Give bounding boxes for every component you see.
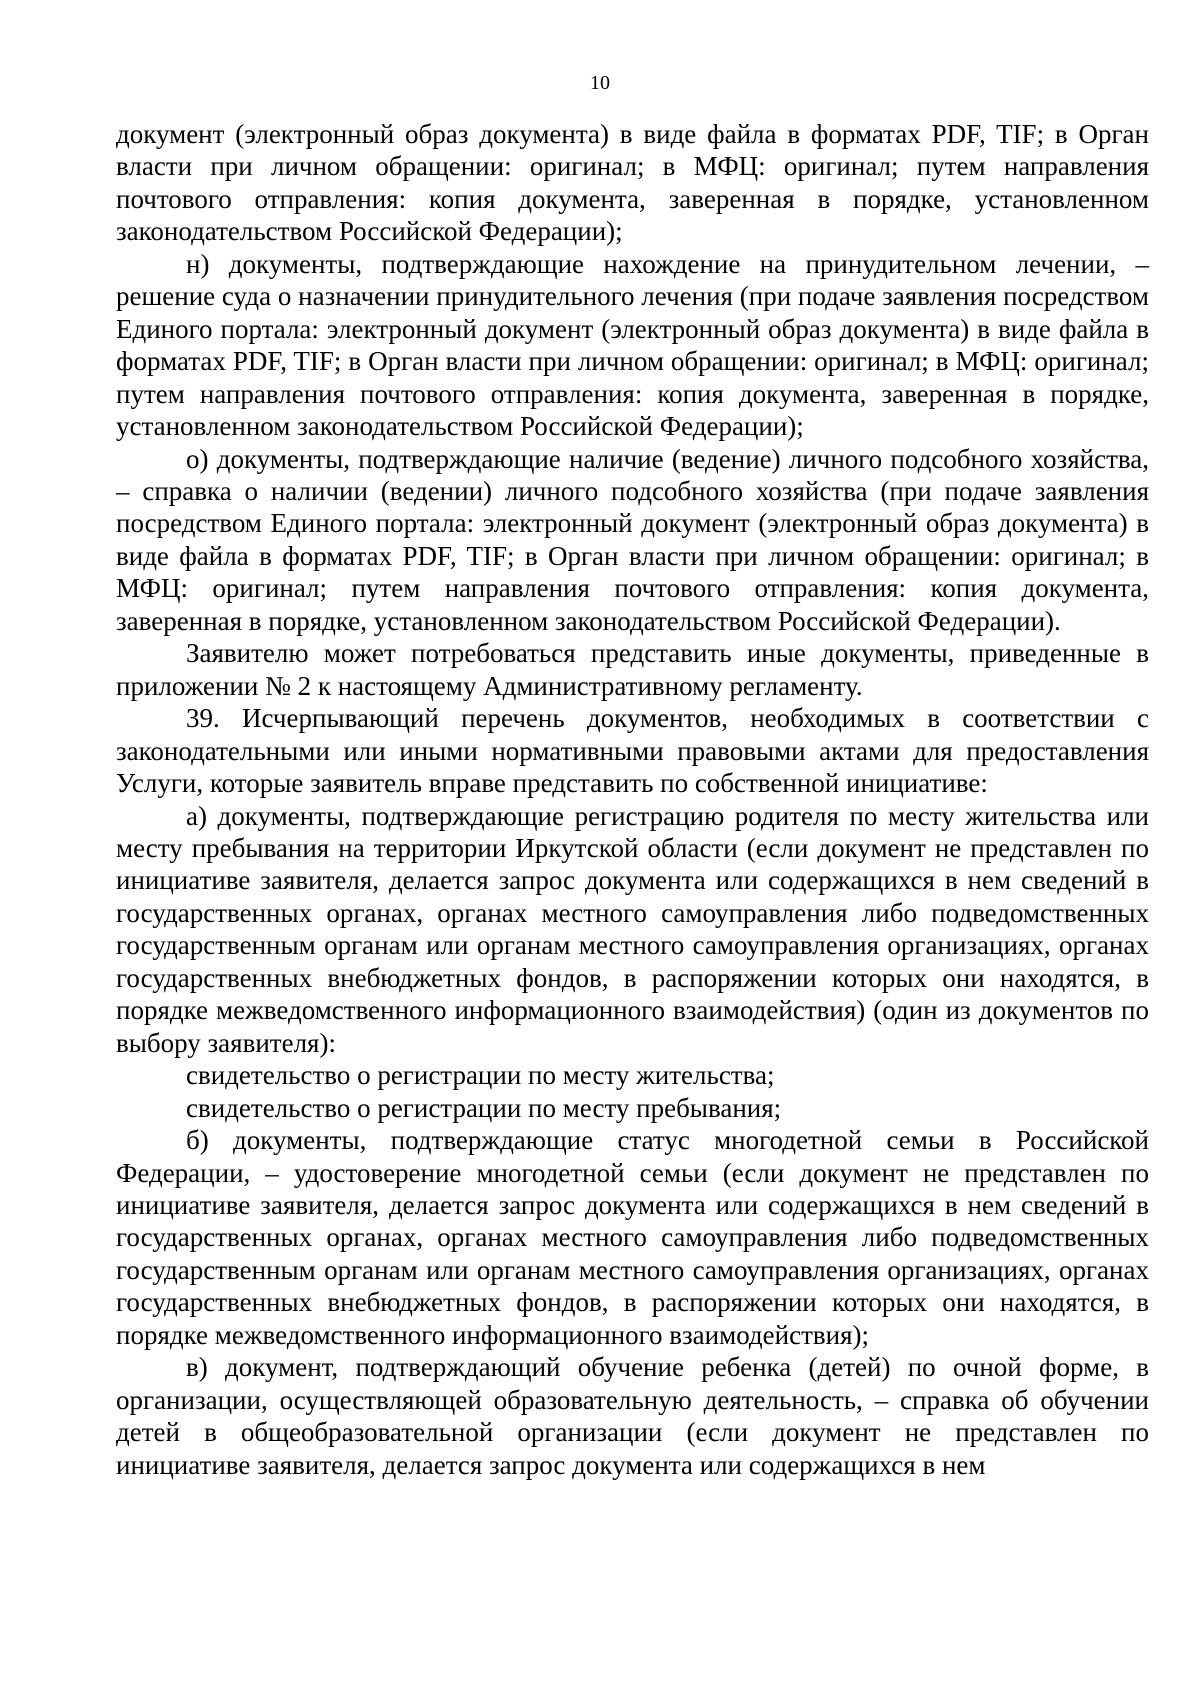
paragraph-item-v: в) документ, подтверждающий обучение ребенка (детей) по очной форме, в организации, осуществляющей образовательную деятельность, – справка об обучении детей в общеобразовательной организации (если документ не представлен по инициативе заявителя, делается запрос документа или содержащихся в нем [116,1352,1149,1480]
page-number: 10 [590,72,610,94]
paragraph-item-n: н) документы, подтверждающие нахождение на принудительном лечении, – решение суда о назначении принудительного лечения (при подаче заявления посредством Единого портала: электронный документ (электронный образ документа) в виде файла в форматах PDF, TIF; в Орган власти при личном обращении: оригинал; в МФЦ: оригинал; путем направления почтового отправления: копия документа, заверенная в порядке, установленном законодательством Российской Федерации); [116,248,1149,442]
paragraph-additional-documents: Заявителю может потребоваться представить иные документы, приведенные в приложении № 2 к настоящему Административному регламенту. [116,638,1149,701]
paragraph-item-o: о) документы, подтверждающие наличие (ведение) личного подсобного хозяйства, – справка о наличии (ведении) личного подсобного хозяйства (при подаче заявления посредством Единого портала: электронный документ (электронный образ документа) в виде файла в форматах PDF, TIF; в Орган власти при личном обращении: оригинал; в МФЦ: оригинал; путем направления почтового отправления: копия документа, заверенная в порядке, установленном законодательством Российской Федерации). [116,443,1149,636]
paragraph-residence-certificate: свидетельство о регистрации по месту жительства; [186,1060,775,1091]
paragraph-item-b: б) документы, подтверждающие статус многодетной семьи в Российской Федерации, – удостоверение многодетной семьи (если документ не представлен по инициативе заявителя, делается запрос документа или содержащихся в нем сведений в государственных органах, органах местного самоуправления либо подведомственных государственным органам или органам местного самоуправления организациях, органах государственных внебюджетных фондов, в распоряжении которых они находятся, в порядке межведомственного информационного взаимодействия); [116,1125,1149,1350]
paragraph-39: 39. Исчерпывающий перечень документов, необходимых в соответствии с законодательными или иными нормативными правовыми актами для предоставления Услуги, которые заявитель вправе представить по собственной инициативе: [116,703,1149,799]
paragraph-stay-certificate: свидетельство о регистрации по месту пребывания; [186,1092,782,1123]
document-body [116,118,1149,1481]
paragraph-item-a: а) документы, подтверждающие регистрацию родителя по месту жительства или месту пребывания на территории Иркутской области (если документ не представлен по инициативе заявителя, делается запрос документа или содержащихся в нем сведений в государственных органах, органах местного самоуправления либо подведомственных государственным органам или органам местного самоуправления организациях, органах государственных внебюджетных фондов, в распоряжении которых они находятся, в порядке межведомственного информационного взаимодействия) (один из документов по выбору заявителя): [116,800,1149,1058]
paragraph-continuation: документ (электронный образ документа) в виде файла в форматах PDF, TIF; в Орган власти при личном обращении: оригинал; в МФЦ: оригинал; путем направления почтового отправления: копия документа, заверенная в порядке, установленном законодательством Российской Федерации); [116,119,1149,247]
